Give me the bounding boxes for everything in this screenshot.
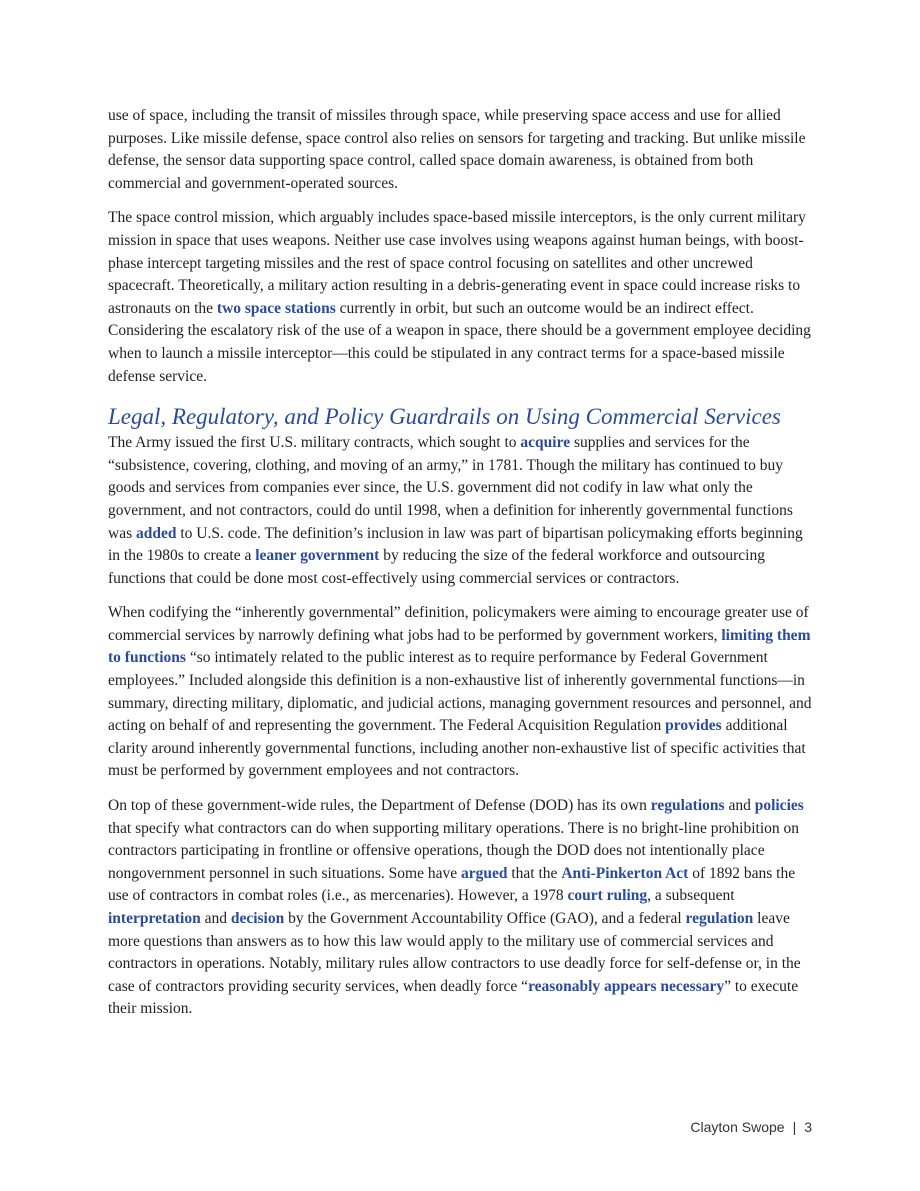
text-run: that the <box>507 864 562 882</box>
text-run: that specify what contractors can do when supporting military operations. There is no bright-line prohibition on contractors participating in frontline or offensive operations, though the DOD does not intentionally place nongovernment personnel in such situations. Some have <box>108 819 800 882</box>
hyperlink[interactable]: court ruling <box>567 887 648 905</box>
text-run: currently in orbit, but such an outcome would be an indirect effect. Considering the escalatory risk of the use of a weapon in space, there should be a government employee deciding when to launch a missile interceptor—this could be stipulated in any contract terms for a space-based missile defense service. <box>108 299 811 385</box>
body-paragraph <box>108 602 818 783</box>
hyperlink[interactable]: regulations <box>650 797 725 815</box>
text-run: and <box>724 797 755 815</box>
hyperlink[interactable]: interpretation <box>108 910 201 927</box>
hyperlink[interactable]: limiting them to functions <box>108 626 811 667</box>
text-run: additional clarity around inherently governmental functions, including another non-exhaustive list of specific activities that must be performed by government employees and not contractors. <box>108 717 806 780</box>
text-run: ” to execute their mission. <box>108 977 799 1018</box>
text-run: supplies and services for the “subsistence, covering, clothing, and moving of an army,” in 1781. Though the military has continued to buy goods and services from companies ever since, the U.S. government did not codify in law what only the government, and not contractors, could do until 1998, when a definition for inherently governmental functions was <box>108 434 793 542</box>
text-run: use of space, including the transit of missiles through space, while preserving space access and use for allied purposes. Like missile defense, space control also relies on sensors for targeting and tracking. But unlike missile defense, the sensor data supporting space control, called space domain awareness, is obtained from both commercial and government-operated sources. <box>108 107 806 192</box>
text-run: to U.S. code. The definition’s inclusion in law was part of bipartisan policymaking efforts beginning in the 1980s to create a <box>108 524 803 565</box>
page-footer <box>690 1119 812 1135</box>
body-paragraph <box>108 795 818 1021</box>
footer-separator: | <box>792 1119 797 1135</box>
text-run: by the Government Accountability Office (GAO), and a federal <box>284 910 686 927</box>
text-run: by reducing the size of the federal workforce and outsourcing functions that could be done most cost-effectively using commercial services or contractors. <box>108 547 765 587</box>
body-paragraph <box>108 432 818 590</box>
text-run: The Army issued the first U.S. military contracts, which sought to <box>108 434 521 452</box>
hyperlink[interactable]: added <box>135 524 177 542</box>
document-page <box>108 105 818 1033</box>
hyperlink[interactable]: two space stations <box>216 299 336 317</box>
text-run: When codifying the “inherently governmental” definition, policymakers were aiming to encourage greater use of commercial services by narrowly defining what jobs had to be performed by government workers, <box>108 604 809 644</box>
hyperlink[interactable]: provides <box>665 717 722 735</box>
text-run: The space control mission, which arguably includes space-based missile interceptors, is the only current military mission in space that uses weapons. Neither use case involves using weapons against human beings, with boost-phase intercept targeting missiles and the rest of space control focusing on satellites and other uncrewed spacecraft. Theoretically, a military action resulting in a debris-generating event in space could increase risks to astronauts on the <box>108 209 806 317</box>
section-heading: Legal, Regulatory, and Policy Guardrails on Using Commercial Services <box>108 404 781 430</box>
section-body <box>108 432 818 1021</box>
text-run: On top of these government-wide rules, the Department of Defense (DOD) has its own <box>108 797 651 815</box>
hyperlink[interactable]: leaner government <box>255 547 380 565</box>
hyperlink[interactable]: regulation <box>685 910 754 927</box>
body-paragraph <box>108 207 818 388</box>
text-run: and <box>200 910 231 927</box>
text-run: , a subsequent <box>647 887 735 905</box>
hyperlink[interactable]: Anti-Pinkerton Act <box>561 864 689 882</box>
footer-author: Clayton Swope <box>690 1119 785 1135</box>
hyperlink[interactable]: acquire <box>520 434 571 452</box>
text-run: “so intimately related to the public interest as to require performance by Federal Government employees.” Included alongside this definition is a non-exhaustive list of inherently governmental functions—in summary, directing military, diplomatic, and judicial actions, managing government resources and personnel, and acting on behalf of and representing the government. The Federal Acquisition Regulation <box>108 649 812 735</box>
hyperlink[interactable]: policies <box>754 797 804 815</box>
hyperlink[interactable]: decision <box>230 910 285 927</box>
hyperlink[interactable]: reasonably appears necessary <box>528 977 725 995</box>
intro-paragraphs <box>108 105 818 388</box>
body-paragraph <box>108 105 818 195</box>
text-run: leave more questions than answers as to how this law would apply to the military use of commercial services and contractors in operations. Notably, military rules allow contractors to use deadly force for self-defense or, in the case of contractors providing security services, when deadly force “ <box>108 910 801 995</box>
page-number: 3 <box>804 1119 812 1135</box>
text-run: of 1892 bans the use of contractors in combat roles (i.e., as mercenaries). However, a 1978 <box>108 864 796 905</box>
hyperlink[interactable]: argued <box>461 864 508 882</box>
